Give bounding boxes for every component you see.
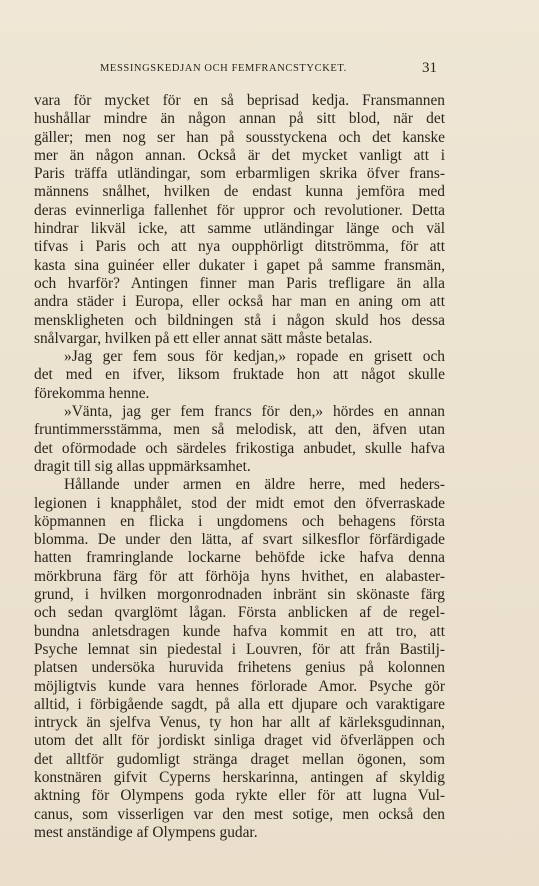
text-line: det med en ifver, liksom fruktade hon att något skulle	[34, 366, 445, 384]
text-line: Psyche lemnat sin piedestal i Louvren, för att från Bastilj-	[34, 640, 445, 658]
text-line: dragit till sig allas uppmärksamhet.	[34, 457, 251, 475]
text-line: köpmannen en flicka i ungdomens och behagens första	[34, 512, 445, 530]
text-line: »Jag ger fem sous för kedjan,» ropade en grisett och	[64, 348, 445, 366]
text-line: deras evinnerliga fallenhet för uppror och revolutioner. Detta	[34, 201, 445, 219]
text-line: gäller; men nog ser han på sousstyckena och det kanske	[34, 128, 445, 146]
text-line: det oförmodade och särdeles frikostiga anbudet, skulle hafva	[34, 439, 445, 457]
text-line: bundna anletsdragen kunde hafva kommit en att tro, att	[34, 622, 445, 640]
text-line: Paris träffa utländingar, som erbarmligen skrika öfver frans-	[34, 165, 445, 183]
text-line: fruntimmersstämma, men så melodisk, att den, äfven utan	[34, 421, 445, 439]
text-line: och hvarför? Antingen finner man Paris trefligare än alla	[34, 274, 445, 292]
text-line: hindrar likväl icke, att samme utländingar länge och väl	[34, 220, 445, 238]
text-line: menskligheten och bildningen stå i någon skuld hos dessa	[34, 311, 445, 329]
text-line: mörkbruna färg för att förhöja hyns hvithet, en alabaster-	[34, 567, 445, 585]
text-line: och sedan qvarglömt lågan. Första anblicken af de regel-	[34, 604, 445, 622]
text-line: förekomma henne.	[34, 384, 150, 402]
text-line: konstnären gifvit Cyperns herskarinna, antingen af skyldig	[34, 768, 445, 786]
body-text	[34, 92, 445, 842]
text-line: blomma. De under den lätta, af svart silkesflor förfärdigade	[34, 531, 445, 549]
text-line: intryck än sjelfva Venus, ty hon har allt af kärleksgudinnan,	[34, 714, 445, 732]
text-line: »Vänta, jag ger fem francs för den,» hördes en annan	[64, 403, 445, 421]
text-line: canus, som visserligen var den mest sotige, men också den	[34, 805, 445, 823]
text-line: grund, i hvilken morgonrodnaden inbränt sin skönaste färg	[34, 586, 445, 604]
text-line: utom det allt för jordiskt sinliga draget vid öfverläppen och	[34, 732, 445, 750]
page-header	[34, 60, 437, 79]
page-number: 31	[422, 60, 437, 76]
text-line: Hållande under armen en äldre herre, med heders-	[64, 476, 445, 494]
text-line: platsen undersöka huruvida frihetens genius på kolonnen	[34, 659, 445, 677]
text-line: hatten framringlande lockarne behöfde icke hafva denna	[34, 549, 445, 567]
text-line: aktning för Olympens goda rykte eller för att lugna Vul-	[34, 787, 445, 805]
text-line: legionen i knapphålet, stod der midt emot den öfverraskade	[34, 494, 445, 512]
text-line: andra städer i Europa, eller också har man en aning om att	[34, 293, 445, 311]
text-line: mer än någon annan. Också är det mycket vanligt att i	[34, 146, 445, 164]
text-line: snålvargar, hvilken på ett eller annat sätt måste betalas.	[34, 329, 373, 347]
text-line: tifvas i Paris och att nya oupphörligt ditströmma, för att	[34, 238, 445, 256]
text-line: vara för mycket för en så beprisad kedja. Fransmannen	[34, 92, 445, 109]
running-head: MESSINGSKEDJAN OCH FEMFRANCSTYCKET.	[100, 63, 347, 74]
text-line: hushållar mindre än någon annan på sitt blod, när det	[34, 110, 445, 128]
text-line: alltid, i förbigående sagdt, på alla ett djupare och varaktigare	[34, 695, 445, 713]
text-line: männens snålhet, hvilken de endast kunna jemföra med	[34, 183, 445, 201]
text-line: möjligtvis kunde vara hennes förlorade Amor. Psyche gör	[34, 677, 445, 695]
text-line: mest anständige af Olympens gudar.	[34, 823, 258, 841]
text-line: kasta sina guinéer eller dukater i gapet på samme fransmän,	[34, 256, 445, 274]
text-line: det alltför gudomligt stränga draget mellan ögonen, som	[34, 750, 445, 768]
